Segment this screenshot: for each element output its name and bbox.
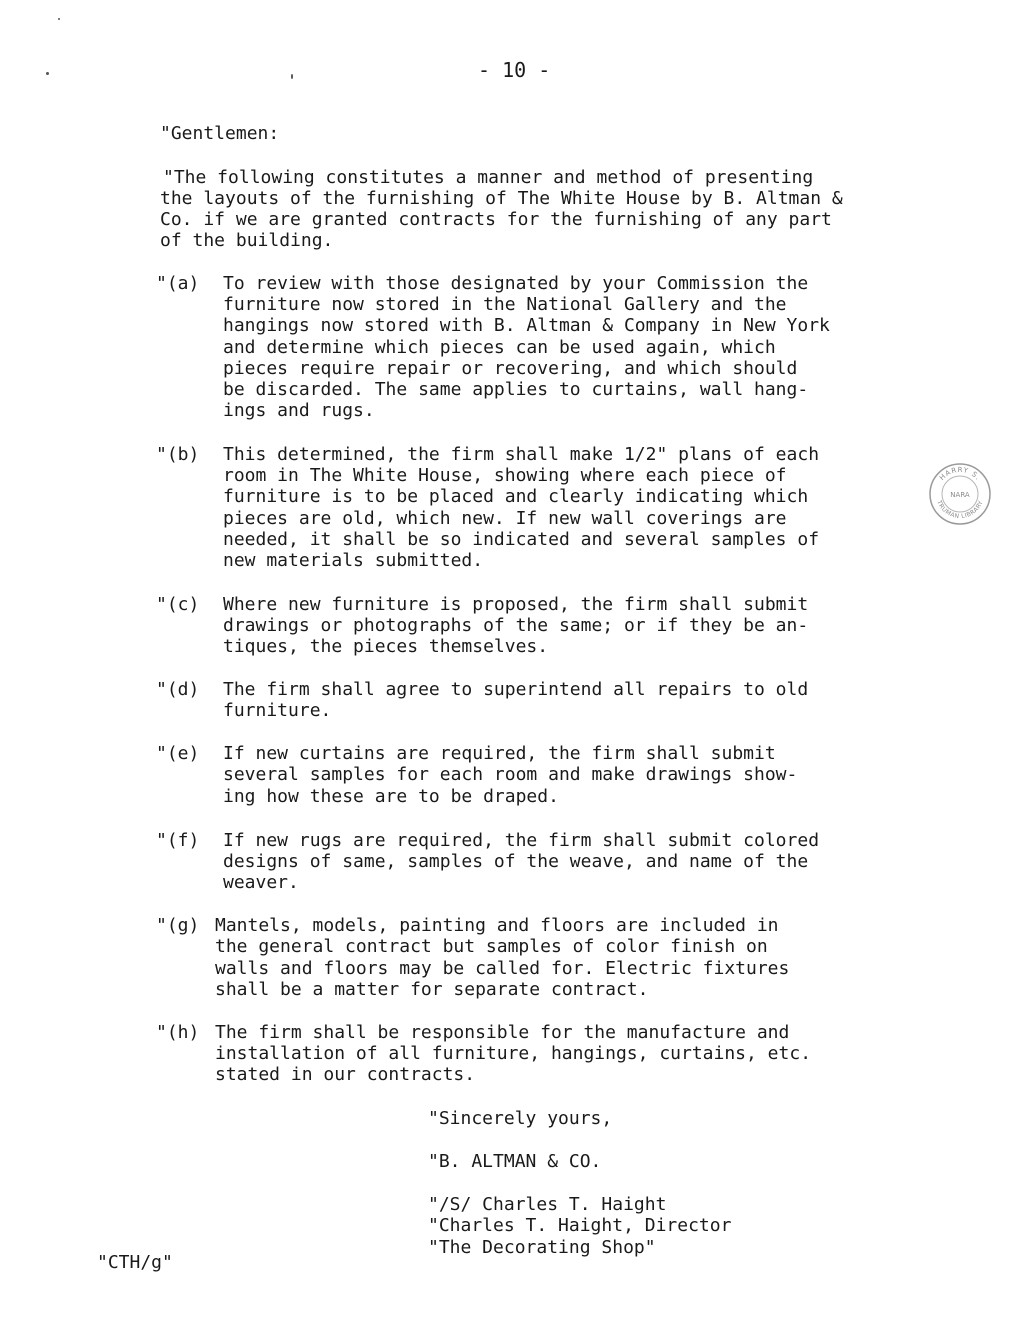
item-line: designs of same, samples of the weave, and name of the <box>223 851 809 872</box>
stamp-center-text: NARA <box>950 491 970 499</box>
item-label: "(h) <box>156 1022 200 1043</box>
item-line: If new curtains are required, the firm shall submit <box>223 743 776 764</box>
item-line: ings and rugs. <box>223 400 375 421</box>
intro-line: "The following constitutes a manner and method of presenting <box>163 167 814 188</box>
paper-speck <box>46 72 49 75</box>
company-name: "B. ALTMAN & CO. <box>428 1151 602 1172</box>
intro-line: of the building. <box>160 230 334 251</box>
item-line: ing how these are to be draped. <box>223 786 559 807</box>
svg-text:TRUMAN LIBRARY <box>935 499 985 520</box>
item-label: "(a) <box>156 273 200 294</box>
item-line: installation of all furniture, hangings, curtains, etc. <box>215 1043 812 1064</box>
item-line: furniture. <box>223 700 332 721</box>
item-line: needed, it shall be so indicated and several samples of <box>223 529 820 550</box>
item-line: To review with those designated by your Commission the <box>223 273 809 294</box>
item-line: stated in our contracts. <box>215 1064 476 1085</box>
reference-initials: "CTH/g" <box>97 1252 173 1273</box>
item-line: the general contract but samples of color finish on <box>215 936 768 957</box>
item-line: If new rugs are required, the firm shall submit colored <box>223 830 820 851</box>
item-line: new materials submitted. <box>223 550 484 571</box>
signer-name-title: "Charles T. Haight, Director <box>428 1215 732 1236</box>
signature-line: "/S/ Charles T. Haight <box>428 1194 667 1215</box>
item-line: furniture is to be placed and clearly indicating which <box>223 486 809 507</box>
item-line: Where new furniture is proposed, the firm shall submit <box>223 594 809 615</box>
item-line: drawings or photographs of the same; or if they be an- <box>223 615 809 636</box>
library-stamp <box>928 462 992 526</box>
item-line: room in The White House, showing where each piece of <box>223 465 787 486</box>
item-line: pieces require repair or recovering, and which should <box>223 358 798 379</box>
paper-speck <box>291 74 293 79</box>
item-line: shall be a matter for separate contract. <box>215 979 649 1000</box>
stamp-top-text: HARRY S. <box>938 465 983 483</box>
item-line: This determined, the firm shall make 1/2" plans of each <box>223 444 820 465</box>
item-label: "(f) <box>156 830 200 851</box>
valediction: "Sincerely yours, <box>428 1108 613 1129</box>
paper-speck <box>58 18 60 20</box>
page-number: - 10 - <box>478 58 551 82</box>
intro-line: Co. if we are granted contracts for the furnishing of any part <box>160 209 832 230</box>
item-label: "(e) <box>156 743 200 764</box>
item-line: several samples for each room and make drawings show- <box>223 764 798 785</box>
stamp-seal-icon <box>928 462 992 526</box>
item-line: The firm shall be responsible for the manufacture and <box>215 1022 790 1043</box>
item-line: be discarded. The same applies to curtains, wall hang- <box>223 379 809 400</box>
signer-department: "The Decorating Shop" <box>428 1237 656 1258</box>
item-line: hangings now stored with B. Altman & Company in New York <box>223 315 830 336</box>
item-label: "(d) <box>156 679 200 700</box>
item-line: and determine which pieces can be used again, which <box>223 337 776 358</box>
stamp-bottom-text: TRUMAN LIBRARY <box>935 499 985 521</box>
item-line: pieces are old, which new. If new wall coverings are <box>223 508 787 529</box>
item-line: walls and floors may be called for. Electric fixtures <box>215 958 790 979</box>
intro-line: the layouts of the furnishing of The White House by B. Altman & <box>160 188 843 209</box>
item-label: "(c) <box>156 594 200 615</box>
item-line: Mantels, models, painting and floors are included in <box>215 915 779 936</box>
item-line: weaver. <box>223 872 299 893</box>
salutation: "Gentlemen: <box>160 123 280 144</box>
item-line: The firm shall agree to superintend all repairs to old <box>223 679 809 700</box>
item-line: furniture now stored in the National Gallery and the <box>223 294 787 315</box>
item-label: "(b) <box>156 444 200 465</box>
item-line: tiques, the pieces themselves. <box>223 636 549 657</box>
item-label: "(g) <box>156 915 200 936</box>
